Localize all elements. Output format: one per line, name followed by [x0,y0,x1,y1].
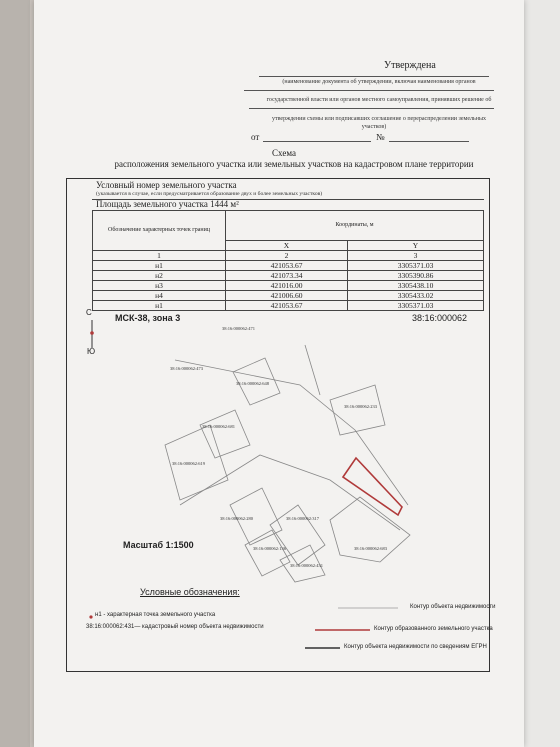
point-cell: н1 [93,301,226,311]
area-label: Площадь земельного участка 1444 м² [96,199,239,209]
y-cell: 3305371.03 [348,301,484,311]
coordinate-system: МСК-38, зона 3 [115,313,181,323]
x-cell: 421016.00 [226,281,348,291]
parcel-label: 38:16:000062:431 [290,563,324,568]
y-cell: 3305438.10 [348,281,484,291]
parcel-label: 38:16:000062:681 [202,424,236,429]
parcel-label: 38:16:000062:683 [354,546,388,551]
date-label: от [251,132,260,142]
legend-formed: Контур образованного земельного участка [374,626,493,632]
legend-contour: Контур объекта недвижимости [410,604,496,610]
point-cell: н2 [93,271,226,281]
point-cell: н3 [93,281,226,291]
y-cell: 3305390.86 [348,271,484,281]
parcel-label: 38:16:000062:317 [286,516,320,521]
road-edge [175,360,408,505]
parcel-label: 38:16:000062:471 [222,326,256,331]
parcel-label: 38:16:000062:619 [172,461,206,466]
legend-title: Условные обозначения: [140,587,240,597]
road-edge [305,345,320,395]
point-cell: н4 [93,291,226,301]
legend-point: н1 - характерная точка земельного участка [95,612,216,618]
parcel-label: 38:16:000062:136 [253,546,287,551]
index-cell: 1 [93,251,226,261]
parcel-681-contour [200,410,250,458]
header-coordinates: Координаты, м [226,211,484,241]
title-description: расположения земельного участка или земельных участков на кадастровом плане территории [114,159,474,169]
y-cell: 3305433.02 [348,291,484,301]
number-label: № [376,132,385,142]
header-note-2: государственной власти или органов местного самоуправления, принявших решение об [266,97,492,103]
conditional-number-note: (указывается в случае, если предусматривается образование двух и более земельных участков) [96,191,323,197]
point-symbol-icon [89,615,92,618]
header-x: X [226,241,348,251]
legend-cadastral: 38:16:000062:431— кадастровый номер объекта недвижимости [86,624,264,630]
x-cell: 421053.67 [226,261,348,271]
index-cell: 3 [348,251,484,261]
header-y: Y [348,241,484,251]
scale-label: Масштаб 1:1500 [123,540,194,550]
parcel-label: 38:16:000062:280 [220,516,254,521]
x-cell: 421006.60 [226,291,348,301]
parcel-233-contour [330,385,385,435]
header-points: Обозначение характерных точек границ [93,211,226,251]
header-note-3: утверждении схемы или подписавших соглашение о перераспределении земельных [272,116,486,122]
index-cell: 2 [226,251,348,261]
title-scheme: Схема [272,148,296,158]
parcel-683-contour [330,497,410,562]
point-cell: н1 [93,261,226,271]
north-label: С [86,308,92,317]
parcel-label: 38:16:000062:473 [170,366,204,371]
y-cell: 3305371.03 [348,261,484,271]
header-note-1: (наименование документа об утверждении, включая наименования органов [282,79,476,85]
x-cell: 421053.67 [226,301,348,311]
parcel-label: 38:16:000062:233 [344,404,378,409]
north-arrow-dot [90,331,94,335]
x-cell: 421073.34 [226,271,348,281]
south-label: Ю [87,347,96,356]
parcel-317-contour [270,505,325,565]
approved-heading: Утверждена [384,60,436,71]
legend-egrn: Контур объекта недвижимости по сведениям ЕГРН [344,644,487,650]
quarter-number: 38:16:000062 [412,313,468,323]
parcel-label: 38:16:000062:648 [236,381,270,386]
conditional-number-label: Условный номер земельного участка [96,180,237,190]
header-note-4: участков) [361,124,387,130]
